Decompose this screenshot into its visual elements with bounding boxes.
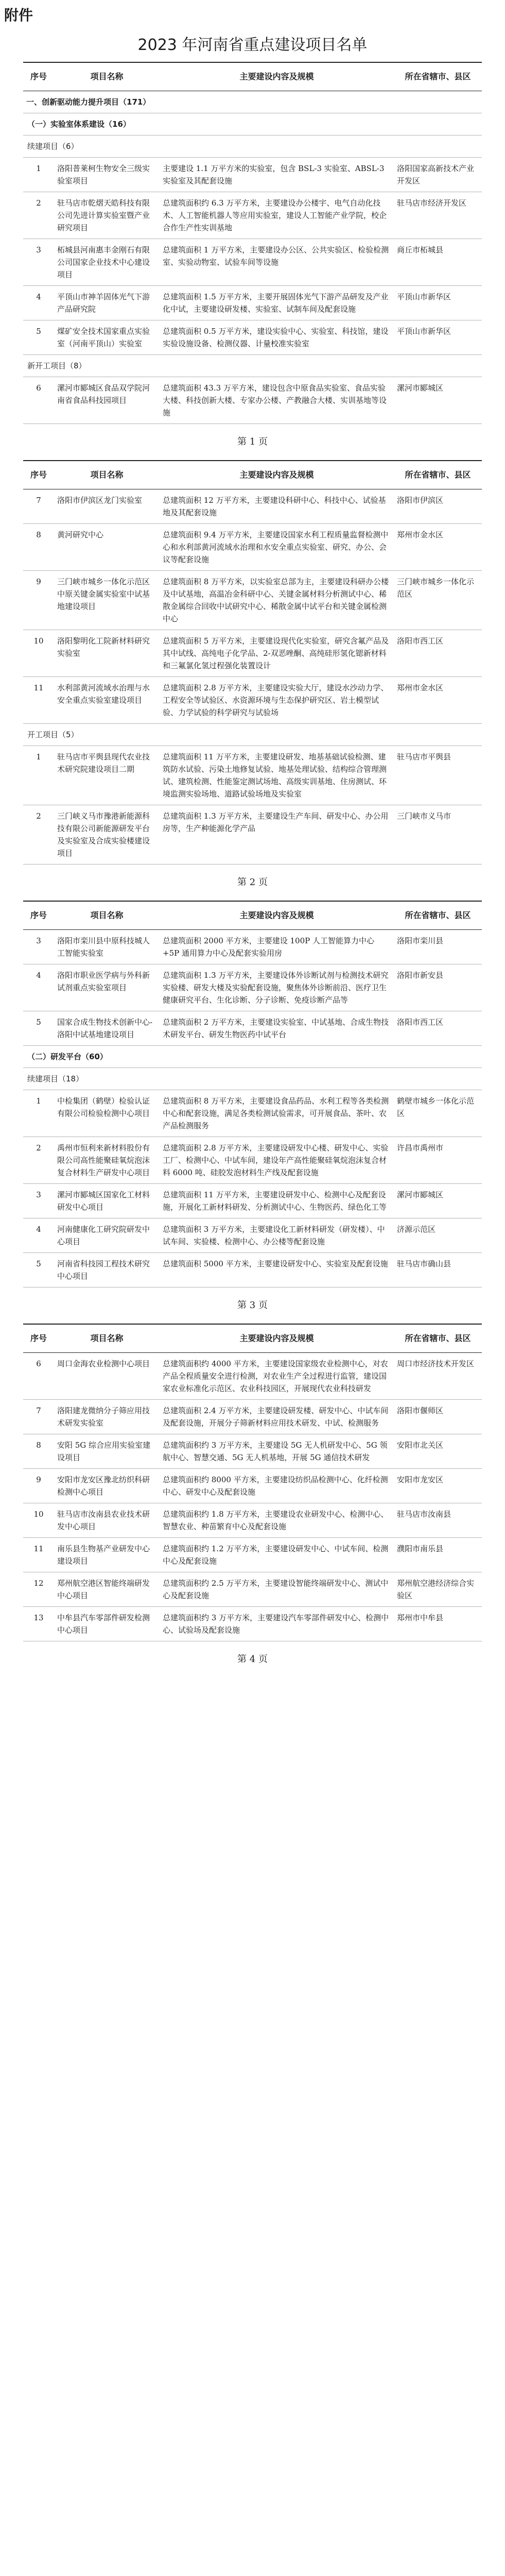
attachment-label: 附件 [4,7,33,24]
row-number: 10 [23,1503,54,1538]
project-location: 郑州航空港经济综合实验区 [394,1572,482,1607]
table-row [23,1353,482,1400]
project-name: 国家合成生物技术创新中心-洛阳中试基地建设项目 [54,1011,160,1046]
header-name: 项目名称 [54,62,160,91]
table-row [23,158,482,192]
row-number: 10 [23,630,54,677]
project-location: 许昌市禹州市 [394,1137,482,1184]
section-heading: 续建项目（18） [23,1068,482,1090]
row-number: 5 [23,1253,54,1287]
row-number: 1 [23,746,54,805]
project-location: 三门峡市义马市 [394,805,482,865]
project-name: 中检集团（鹤壁）检验认证有限公司检验检测中心项目 [54,1090,160,1137]
row-number: 2 [23,1137,54,1184]
header-content: 主要建设内容及规模 [160,901,394,930]
row-number: 9 [23,571,54,630]
row-number: 3 [23,239,54,286]
project-content: 总建筑面积约 1.8 万平方米，主要建设农业研发中心、检测中心、智慧农业、种苗繁育中心及配套设施 [160,1503,394,1538]
project-content: 总建筑面积 2.8 万平方米，主要建设研发中心楼、研发中心、实验工厂、检测中心、中试车间，建设年产高性能聚硅氧烷泡沫复合材料 6000 吨、硅胶发泡材料生产线及配套设施 [160,1137,394,1184]
project-location: 安阳市龙安区 [394,1469,482,1503]
table-row [23,192,482,239]
project-name: 水利部黄河流域水治理与水安全重点实验室建设项目 [54,677,160,724]
project-content: 总建筑面积 1 万平方米，主要建设办公区、公共实验区、检验检测室、实验动物室、试验车间等设施 [160,239,394,286]
header-location: 所在省辖市、县区 [394,901,482,930]
project-location: 商丘市柘城县 [394,239,482,286]
section-row [23,135,482,158]
table-row [23,630,482,677]
project-content: 总建筑面积 2.8 万平方米，主要建设实验大厅，建设水沙动力学、工程安全等试验区、水资源环境与生态保护研究区、岩土模型试验、力学试验的科学研究与试验场 [160,677,394,724]
row-number: 1 [23,1090,54,1137]
project-table [23,460,482,865]
section-row [23,355,482,377]
project-location: 驻马店市平舆县 [394,746,482,805]
project-name: 安阳 5G 综合应用实验室建设项目 [54,1434,160,1469]
project-location: 郑州市金水区 [394,524,482,571]
header-no: 序号 [23,62,54,91]
row-number: 11 [23,677,54,724]
project-content: 总建筑面积 8 万平方米，主要建设食品药品、水利工程等各类检测中心和配套设施，满足各类检测试验需求，可开展食品、茶叶、农产品检测服务 [160,1090,394,1137]
row-number: 4 [23,1218,54,1253]
section-row [23,724,482,746]
table-header-row [23,901,482,930]
table-row [23,1137,482,1184]
row-number: 3 [23,930,54,964]
project-location: 驻马店市经济开发区 [394,192,482,239]
table-header-row [23,461,482,489]
table-row [23,377,482,424]
header-location: 所在省辖市、县区 [394,461,482,489]
project-content: 总建筑面积约 2.5 万平方米，主要建设智能终端研发中心、测试中心及配套设施 [160,1572,394,1607]
project-name: 洛阳普莱柯生物安全三级实验室项目 [54,158,160,192]
table-row [23,1503,482,1538]
section-heading: 开工项目（5） [23,724,482,746]
row-number: 1 [23,158,54,192]
table-row [23,1469,482,1503]
project-location: 洛阳市伊滨区 [394,489,482,524]
header-content: 主要建设内容及规模 [160,1324,394,1353]
row-number: 2 [23,192,54,239]
project-name: 柘城县河南惠丰金刚石有限公司国家企业技术中心建设项目 [54,239,160,286]
project-location: 驻马店市确山县 [394,1253,482,1287]
project-location: 周口市经济技术开发区 [394,1353,482,1400]
project-content: 总建筑面积约 1.2 万平方米，主要建设研发中心、中试车间、检测中心及配套设施 [160,1538,394,1572]
project-content: 总建筑面积约 6.3 万平方米，主要建设办公楼宇、电气自动化技术、人工智能机器人等应用实验室，建设人工智能产业学院，校企合作生产性实训基地 [160,192,394,239]
table-row [23,1253,482,1287]
project-location: 洛阳市新安县 [394,964,482,1011]
table-row [23,1090,482,1137]
project-name: 三门峡市城乡一体化示范区中原关键金属实验室中试基地建设项目 [54,571,160,630]
header-content: 主要建设内容及规模 [160,461,394,489]
project-content: 总建筑面积 12 万平方米，主要建设科研中心、科技中心、试验基地及其配套设施 [160,489,394,524]
table-row [23,930,482,964]
project-location: 洛阳国家高新技术产业开发区 [394,158,482,192]
row-number: 7 [23,1400,54,1434]
section-row [23,1046,482,1068]
table-row [23,286,482,320]
row-number: 6 [23,377,54,424]
project-content: 总建筑面积约 8000 平方米，主要建设纺织品检测中心、化纤检测中心、研发中心及配套设施 [160,1469,394,1503]
section-heading: 一、创新驱动能力提升项目（171） [23,91,482,113]
project-location: 鹤壁市城乡一体化示范区 [394,1090,482,1137]
page-number: 第 3 页 [237,1300,268,1311]
table-row [23,677,482,724]
table-row [23,805,482,865]
section-heading: （二）研发平台（60） [23,1046,482,1068]
project-content: 总建筑面积约 3 万平方米，主要建设 5G 无人机研发中心、5G 领航中心、智慧交通、5G 无人机基地，开展 5G 通信技术研发 [160,1434,394,1469]
row-number: 6 [23,1353,54,1400]
project-name: 驻马店市汝南县农业技术研发中心项目 [54,1503,160,1538]
row-number: 4 [23,964,54,1011]
project-name: 中牟县汽车零部件研发检测中心项目 [54,1607,160,1641]
header-location: 所在省辖市、县区 [394,1324,482,1353]
project-name: 黄河研究中心 [54,524,160,571]
project-location: 濮阳市南乐县 [394,1538,482,1572]
table-row [23,1572,482,1607]
project-location: 济源示范区 [394,1218,482,1253]
project-name: 三门峡义马市豫港新能源科技有限公司新能源研发平台及实验室及合成实验楼建设项目 [54,805,160,865]
page-number: 第 4 页 [237,1654,268,1665]
table-row [23,1011,482,1046]
project-content: 总建筑面积 2.4 万平方米，主要建设研发楼、研发中心、中试车间及配套设施，开展分子筛新材料应用技术研发、中试、检测服务 [160,1400,394,1434]
row-number: 8 [23,524,54,571]
row-number: 4 [23,286,54,320]
project-name: 周口金海农业检测中心项目 [54,1353,160,1400]
project-location: 安阳市北关区 [394,1434,482,1469]
project-content: 总建筑面积约 3 万平方米，主要建设汽车零部件研发中心、检测中心、试验场及配套设施 [160,1607,394,1641]
project-table [23,1324,482,1641]
section-heading: 新开工项目（8） [23,355,482,377]
table-header-row [23,1324,482,1353]
project-content: 总建筑面积 43.3 万平方米，建设包含中原食品实验室、食品实验大楼、科技创新大楼、专家办公楼、产教融合大楼、实训基地等设施 [160,377,394,424]
row-number: 3 [23,1184,54,1218]
project-content: 总建筑面积 8 万平方米，以实验室总部为主，主要建设科研办公楼及中试基地，高温冶金科研中心、关键金属材料分析测试中心、稀散金属综合回收中试研究中心、稀散金属中试平台和关键金属检测中心 [160,571,394,630]
header-name: 项目名称 [54,461,160,489]
table-row [23,1434,482,1469]
header-no: 序号 [23,901,54,930]
project-name: 洛阳黎明化工院新材料研究实验室 [54,630,160,677]
table-row [23,1400,482,1434]
section-heading: 续建项目（6） [23,135,482,158]
project-location: 漯河市郾城区 [394,377,482,424]
project-content: 总建筑面积 11 万平方米，主要建设研发、地基基础试验检测、建筑防水试验、污染土地修复试验、地基处理试验、结构综合管理测试、建筑检测、性能鉴定测试场地、高级实训基地、住房测试、环境监测实验场地、道路试验场地及实验室 [160,746,394,805]
project-location: 平顶山市新华区 [394,286,482,320]
project-name: 洛阳建龙微纳分子筛应用技术研发实验室 [54,1400,160,1434]
project-table [23,901,482,1287]
table-row [23,320,482,355]
row-number: 2 [23,805,54,865]
document-pages [23,62,482,1677]
row-number: 11 [23,1538,54,1572]
page-number: 第 1 页 [237,436,268,447]
table-row [23,239,482,286]
table-row [23,746,482,805]
project-name: 驻马店市平舆县现代农业技术研究院建设项目二期 [54,746,160,805]
project-content: 总建筑面积 5000 平方米，主要建设研发中心、实验室及配套设施 [160,1253,394,1287]
project-name: 驻马店市乾熠天皓科技有限公司先进计算实验室暨产业研究项目 [54,192,160,239]
project-location: 洛阳市栾川县 [394,930,482,964]
table-row [23,1607,482,1641]
project-name: 河南健康化工研究院研发中心项目 [54,1218,160,1253]
project-location: 郑州市中牟县 [394,1607,482,1641]
document-title: 2023 年河南省重点建设项目名单 [137,36,368,54]
project-content: 总建筑面积 9.4 万平方米，主要建设国家水利工程质量监督检测中心和水利部黄河流域水治理和水安全重点实验室、研究、办公、会议等配套设施 [160,524,394,571]
row-number: 13 [23,1607,54,1641]
table-row [23,571,482,630]
project-content: 总建筑面积 0.5 万平方米，建设实验中心、实验室、科技馆，建设实验设施设备、检测仪器、计量校准实验室 [160,320,394,355]
section-row [23,1068,482,1090]
header-no: 序号 [23,1324,54,1353]
table-row [23,1538,482,1572]
row-number: 12 [23,1572,54,1607]
project-content: 总建筑面积约 4000 平方米，主要建设国家级农业检测中心，对农产品全程质量安全进行检测，对农业生产全过程进行监管，建设国家农业标准化示范区、农业科技园区，开展现代农业科技研发 [160,1353,394,1400]
table-row [23,489,482,524]
row-number: 7 [23,489,54,524]
project-location: 漯河市郾城区 [394,1184,482,1218]
table-row [23,1218,482,1253]
project-content: 总建筑面积 1.5 万平方米，主要开展固体光气下游产品研发及产业化中试，主要建设研发楼、实验室、试制车间及配套设施 [160,286,394,320]
row-number: 9 [23,1469,54,1503]
project-name: 洛阳市栾川县中原科技城人工智能实验室 [54,930,160,964]
project-name: 洛阳市伊滨区龙门实验室 [54,489,160,524]
project-name: 南乐县生物基产业研发中心建设项目 [54,1538,160,1572]
row-number: 5 [23,320,54,355]
project-location: 洛阳市偃师区 [394,1400,482,1434]
header-name: 项目名称 [54,1324,160,1353]
page-number: 第 2 页 [237,877,268,888]
project-location: 驻马店市汝南县 [394,1503,482,1538]
table-row [23,964,482,1011]
project-name: 河南省科技园工程技术研究中心项目 [54,1253,160,1287]
project-name: 煤矿安全技术国家重点实验室（河南平顶山）实验室 [54,320,160,355]
project-name: 安阳市龙安区豫北纺织科研检测中心项目 [54,1469,160,1503]
header-no: 序号 [23,461,54,489]
project-name: 禹州市恒利来新材料股份有限公司高性能聚硅氧烷泡沫复合材料生产研发中心项目 [54,1137,160,1184]
table-row [23,1184,482,1218]
header-name: 项目名称 [54,901,160,930]
project-name: 漯河市郾城区国家化工材料研发中心项目 [54,1184,160,1218]
project-location: 郑州市金水区 [394,677,482,724]
project-table [23,62,482,424]
project-location: 三门峡市城乡一体化示范区 [394,571,482,630]
project-name: 郑州航空港区智能终端研发中心项目 [54,1572,160,1607]
project-content: 总建筑面积 1.3 万平方米，主要建设体外诊断试剂与检测技术研究实验楼、研发大楼及实验配套设施，聚焦体外诊断前沿、医疗卫生健康研究平台、生化诊断、分子诊断、免疫诊断产品等 [160,964,394,1011]
row-number: 8 [23,1434,54,1469]
table-header-row [23,62,482,91]
project-name: 洛阳市职业医学病与外科新试剂重点实验室项目 [54,964,160,1011]
table-row [23,524,482,571]
project-content: 主要建设 1.1 万平方米的实验室，包含 BSL-3 实验室、ABSL-3 实验室及其配套设施 [160,158,394,192]
project-location: 洛阳市西工区 [394,630,482,677]
project-content: 总建筑面积 5 万平方米，主要建设现代化实验室，研究含氟产品及其中试线、高纯电子化学品、2-双恶唑酮、高纯硅形氢化锶新材料和三氟氯化氢过程强化装置设计 [160,630,394,677]
section-row [23,113,482,135]
section-heading: （一）实验室体系建设（16） [23,113,482,135]
header-location: 所在省辖市、县区 [394,62,482,91]
section-row [23,91,482,113]
project-content: 总建筑面积 2 万平方米，主要建设实验室、中试基地、合成生物技术研发平台、研发生物医药中试平台 [160,1011,394,1046]
project-name: 漯河市郾城区食品双学院河南省食品科技园项目 [54,377,160,424]
row-number: 5 [23,1011,54,1046]
project-content: 总建筑面积 2000 平方米，主要建设 100P 人工智能算力中心+5P 通用算力中心及配套实验用房 [160,930,394,964]
header-content: 主要建设内容及规模 [160,62,394,91]
project-location: 平顶山市新华区 [394,320,482,355]
project-location: 洛阳市西工区 [394,1011,482,1046]
project-content: 总建筑面积 11 万平方米，主要建设研发中心、检测中心及配套设施，开展化工新材料研发、分析测试中心、生物医药、绿色化工等 [160,1184,394,1218]
project-content: 总建筑面积 1.3 万平方米，主要建设生产车间、研发中心、办公用房等，生产种能源化学产品 [160,805,394,865]
project-content: 总建筑面积 3 万平方米，主要建设化工新材料研发（研发楼）、中试车间、实验楼、检测中心、办公楼等配套设施 [160,1218,394,1253]
project-name: 平顶山市神羊固体光气下游产品研究院 [54,286,160,320]
